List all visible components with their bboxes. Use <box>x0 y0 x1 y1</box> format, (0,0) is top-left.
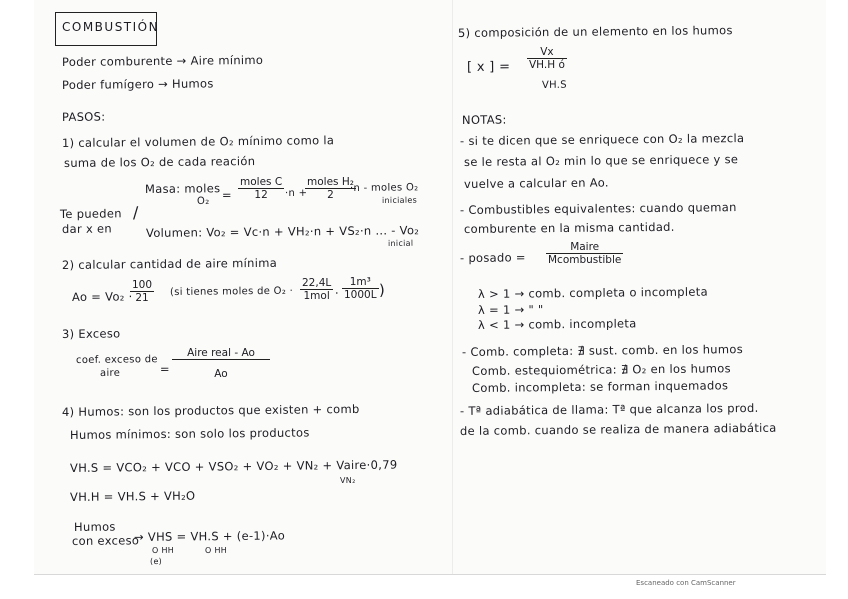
masa-tail: ·n - moles O₂ <box>349 182 419 194</box>
page-fold <box>452 0 453 574</box>
ao-fraction-m3-num: 1m³ <box>342 276 379 289</box>
ao-fraction <box>130 279 154 304</box>
masa-fraction-c-num: moles C <box>240 176 283 188</box>
masa-fraction-c-den: 12 <box>254 189 268 201</box>
nota-1-line-c: vuelve a calcular en Ao. <box>463 175 609 191</box>
x-fraction-den-alt: VH.S <box>541 79 567 91</box>
coef-fraction-den: Ao <box>214 368 228 380</box>
masa-label: Masa: moles <box>144 181 221 196</box>
pasos-heading: PASOS: <box>61 109 106 124</box>
coef-fraction-num: Aire real - Ao <box>172 347 270 360</box>
ao-fraction-liters-den: 1mol <box>303 290 330 302</box>
humos-exceso-sub-3: O HH <box>204 545 228 555</box>
humos-exceso-sub-1: O HH <box>151 545 175 555</box>
comb-completa-line: - Comb. completa: ∄ sust. comb. en los humos <box>461 342 744 359</box>
page-title: COMBUSTIÓN <box>62 20 160 34</box>
ao-fraction-m3 <box>342 276 379 301</box>
coef-equals: = <box>159 361 171 376</box>
x-fraction-den: VH.H ó <box>529 59 565 71</box>
coef-exceso-label: coef. exceso de <box>75 354 158 366</box>
poder-comburente-line: Poder comburente → Aire mínimo <box>61 52 264 69</box>
temp-adiabatica-line-a: - Tª adiabática de llama: Tª que alcanza los prod. <box>459 400 759 418</box>
posado-fraction-den: Mcombustible <box>548 254 622 266</box>
x-fraction <box>527 46 567 71</box>
masa-equals: = <box>221 187 233 202</box>
masa-mid: ·n + <box>284 187 308 199</box>
ao-fraction-m3-den: 1000L <box>344 289 377 301</box>
ao-fraction-liters-num: 22,4L <box>302 277 332 289</box>
posado-label: - posado = <box>459 250 526 265</box>
x-lhs: [ x ] = <box>466 59 511 75</box>
scanner-watermark: Escaneado con CamScanner <box>636 579 736 587</box>
paso-1-line-a: 1) calcular el volumen de O₂ mínimo como la <box>61 133 335 150</box>
humos-exceso-label-a: Humos <box>73 519 116 534</box>
masa-tail-sub: iniciales <box>381 195 418 205</box>
paso-4-line-a: 4) Humos: son los productos que existen + comb <box>61 401 360 419</box>
humos-exceso-label-b: con exceso <box>71 533 140 548</box>
ao-fraction-den: 21 <box>135 292 149 304</box>
ao-paren-close: ) <box>378 280 386 299</box>
volumen-line: Volumen: Vo₂ = Vc·n + VH₂·n + VS₂·n ... - Vo₂ <box>145 223 420 240</box>
vhs-sub: VN₂ <box>339 475 356 485</box>
ao-fraction-num: 100 <box>132 279 153 291</box>
masa-fraction-h2-num: moles H₂ <box>307 176 354 188</box>
masa-o2-sub: O₂ <box>196 195 210 207</box>
ao-line: Ao = Vo₂ · <box>71 289 133 304</box>
lambda-line-3: λ < 1 → comb. incompleta <box>477 316 637 332</box>
nota-2-line-a: - Combustibles equivalentes: cuando queman <box>459 200 737 217</box>
paso-5-line: 5) composición de un elemento en los humos <box>457 23 733 40</box>
masa-fraction-h2 <box>305 176 356 201</box>
temp-adiabatica-line-b: de la comb. cuando se realiza de manera adiabática <box>459 420 777 438</box>
humos-exceso-sub-2: (e) <box>149 556 163 566</box>
lambda-line-2: λ = 1 → " " <box>477 302 544 317</box>
paso-3-line: 3) Exceso <box>61 326 121 341</box>
x-fraction-num: Vx <box>527 46 567 59</box>
paso-2-line: 2) calcular cantidad de aire mínima <box>61 255 278 272</box>
coef-fraction <box>172 347 270 380</box>
poder-fumigero-line: Poder fumígero → Humos <box>61 76 214 92</box>
vhs-equation: VH.S = VCO₂ + VCO + VSO₂ + VO₂ + VN₂ + Vaire·0,79 <box>69 457 398 475</box>
side-note-line-2: dar x en <box>61 221 113 236</box>
coef-exceso-label-b: aire <box>99 367 121 379</box>
masa-fraction-h2-den: 2 <box>327 189 334 201</box>
paso-4-line-b: Humos mínimos: son solo los productos <box>69 425 310 442</box>
humos-exceso-equation: → VHS = VH.S + (e-1)·Ao <box>133 528 286 544</box>
comb-estequiometrica-line: Comb. estequiométrica: ∄ O₂ en los humos <box>471 361 731 378</box>
side-note-line-1: Te pueden <box>59 206 122 221</box>
comb-incompleta-line: Comb. incompleta: se forman inquemados <box>471 378 729 395</box>
ao-paren-text: (si tienes moles de O₂ · <box>169 285 294 298</box>
nota-1-line-a: - si te dicen que se enriquece con O₂ la mezcla <box>459 131 745 148</box>
masa-fraction-c <box>238 176 284 201</box>
posado-fraction <box>546 241 623 266</box>
ao-dot: · <box>334 285 340 300</box>
ao-fraction-liters <box>300 277 333 302</box>
notas-heading: NOTAS: <box>461 112 507 127</box>
nota-1-line-b: se le resta al O₂ min lo que se enriquece y se <box>463 152 739 169</box>
posado-fraction-num: Maire <box>546 241 623 254</box>
side-note-slash: / <box>132 202 139 222</box>
volumen-sub: inicial <box>387 238 414 248</box>
paso-1-line-b: suma de los O₂ de cada reación <box>63 153 256 170</box>
nota-2-line-b: comburente en la misma cantidad. <box>463 219 675 236</box>
lambda-line-1: λ > 1 → comb. completa o incompleta <box>477 284 708 301</box>
vhh-equation: VH.H = VH.S + VH₂O <box>69 488 196 504</box>
